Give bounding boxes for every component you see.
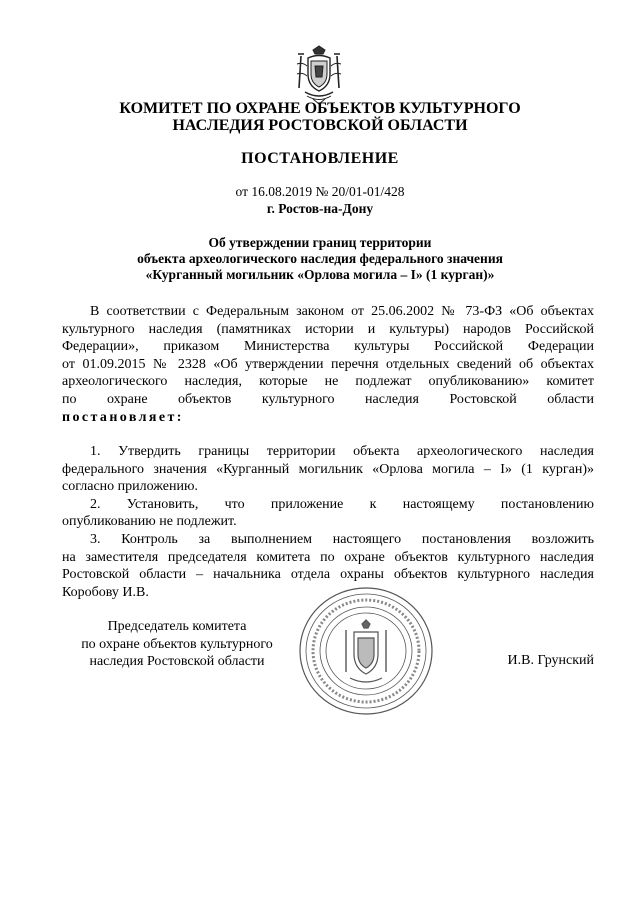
decree-word: постановляет: [62,409,184,425]
signatory-name: И.В. Грунский [507,653,594,668]
organization-title-line: КОМИТЕТ ПО ОХРАНЕ ОБЪЕКТОВ КУЛЬТУРНОГО [119,100,521,117]
organization-title [60,100,580,134]
official-seal-icon [296,584,436,718]
item-1-line: федерального значения «Курганный могильник «Орлова могила – I» (1 курган)» [62,461,594,477]
preamble-line: от 01.09.2015 № 2328 «Об утверждении перечня отдельных сведений об объектах [62,356,594,372]
item-2-line: 2. Установить, что приложение к настоящему постановлению [90,496,594,512]
document-city: г. Ростов-на-Дону [266,201,374,216]
coat-of-arms-icon [293,44,345,106]
preamble-line: Федерации», приказом Министерства культуры Российской Федерации [62,339,594,355]
preamble-line: археологического наследия, которые не подлежат опубликованию» комитет [62,374,594,390]
subject-line: объекта археологического наследия федерального значения [137,251,503,266]
item-3-line: 3. Контроль за выполнением настоящего постановления возложить [90,531,594,547]
document-subject [60,235,580,283]
item-1-line: согласно приложению. [62,479,198,495]
item-3-line: на заместителя председателя комитета по охране объектов культурного наследия [62,549,594,565]
preamble-line: по охране объектов культурного наследия Ростовской области [62,391,594,407]
preamble-line: культурного наследия (памятниках истории и культуры) народов Российской [62,321,594,337]
document-date-number: от 16.08.2019 № 20/01-01/428 [235,184,405,199]
subject-line: «Курганный могильник «Орлова могила – I» (1 курган)» [145,267,495,282]
preamble-line: В соответствии с Федеральным законом от 25.06.2002 № 73-ФЗ «Об объектах [90,304,594,319]
item-3-line: Коробову И.В. [62,584,149,600]
signatory-title [62,618,292,671]
item-3-line: Ростовской области – начальника отдела охраны объектов культурного наследия [62,567,594,583]
signatory-title-line: Председатель комитета [107,619,247,634]
preamble-paragraph [62,303,594,426]
document-type: ПОСТАНОВЛЕНИЕ [241,150,399,167]
signatory-title-line: наследия Ростовской области [89,654,265,670]
subject-line: Об утверждении границ территории [208,235,432,250]
decree-line [62,409,594,427]
signatory-title-line: по охране объектов культурного [81,636,273,652]
item-2-line: опубликованию не подлежит. [62,514,237,530]
organization-title-line: НАСЛЕДИЯ РОСТОВСКОЙ ОБЛАСТИ [172,117,468,134]
item-1-line: 1. Утвердить границы территории объекта археологического наследия [90,444,594,459]
decree-items [62,443,594,601]
